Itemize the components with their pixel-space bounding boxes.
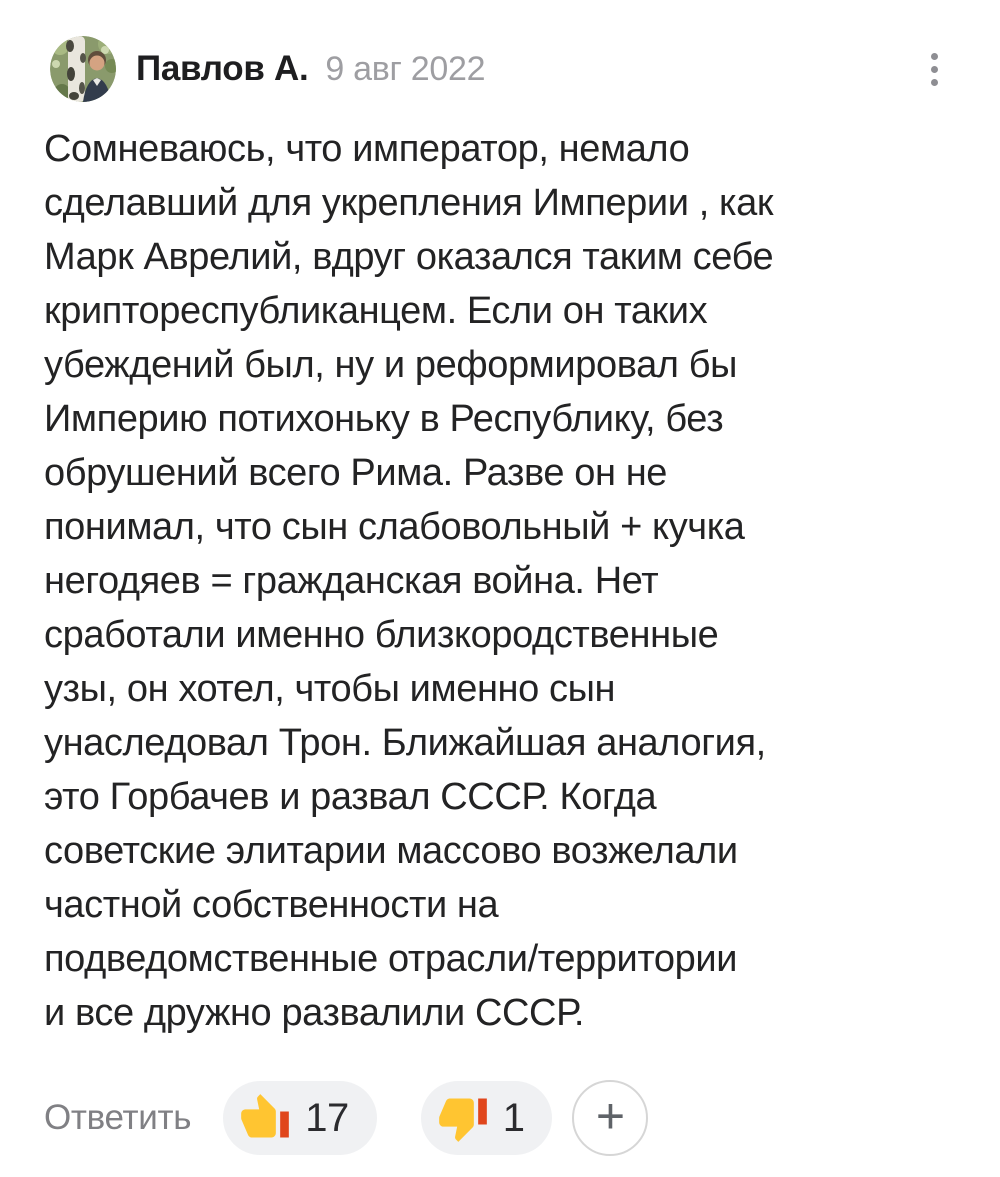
add-reaction-button[interactable] [572, 1080, 648, 1156]
comment-header [44, 36, 966, 102]
comment-text-line: Империю потихоньку в Республику, без [44, 398, 724, 440]
comment-text-line: советские элитарии массово возжелали [44, 830, 738, 872]
comment-text-line: Сомневаюсь, что император, немало [44, 128, 690, 170]
comment-text-line: и все дружно развалили СССР. [44, 992, 585, 1034]
comment-text-line: понимал, что сын слабовольный + кучка [44, 506, 745, 548]
avatar-photo [50, 36, 116, 102]
like-count: 17 [305, 1095, 349, 1140]
like-button[interactable] [223, 1081, 377, 1155]
plus-icon: + [595, 1088, 626, 1144]
dislike-count: 1 [502, 1095, 525, 1140]
comment-text-line: сделавший для укрепления Империи , как [44, 182, 774, 224]
comment-text-line: частной собственности на [44, 884, 499, 926]
thumb-down-icon [437, 1092, 489, 1144]
dislike-button[interactable] [421, 1081, 553, 1155]
kebab-dot [931, 79, 938, 86]
avatar[interactable] [50, 36, 116, 102]
comment-text-line: Марк Аврелий, вдруг оказался таким себе [44, 236, 774, 278]
author-name[interactable]: Павлов А. [136, 49, 309, 88]
thumb-up-icon [239, 1092, 291, 1144]
kebab-dot [931, 66, 938, 73]
kebab-menu-button[interactable] [925, 47, 944, 92]
comment-text-line: подведомственные отрасли/территории [44, 938, 738, 980]
comment-text-line: унаследовал Трон. Ближайшая аналогия, [44, 722, 766, 764]
comment-text-line: убеждений был, ну и реформировал бы [44, 344, 738, 386]
comment-footer [44, 1080, 966, 1156]
comment-text-line: криптореспубликанцем. Если он таких [44, 290, 708, 332]
kebab-dot [931, 53, 938, 60]
comment-text-line: узы, он хотел, чтобы именно сын [44, 668, 616, 710]
reply-button[interactable]: Ответить [44, 1098, 192, 1137]
comment-date: 9 авг 2022 [325, 49, 486, 88]
comment-text-line: это Горбачев и развал СССР. Когда [44, 776, 657, 818]
comment-text-line: обрушений всего Рима. Разве он не [44, 452, 668, 494]
comment-text-line: сработали именно близкородственные [44, 614, 719, 656]
comment-text-line: негодяев = гражданская война. Нет [44, 560, 659, 602]
comment-text [44, 122, 966, 1040]
